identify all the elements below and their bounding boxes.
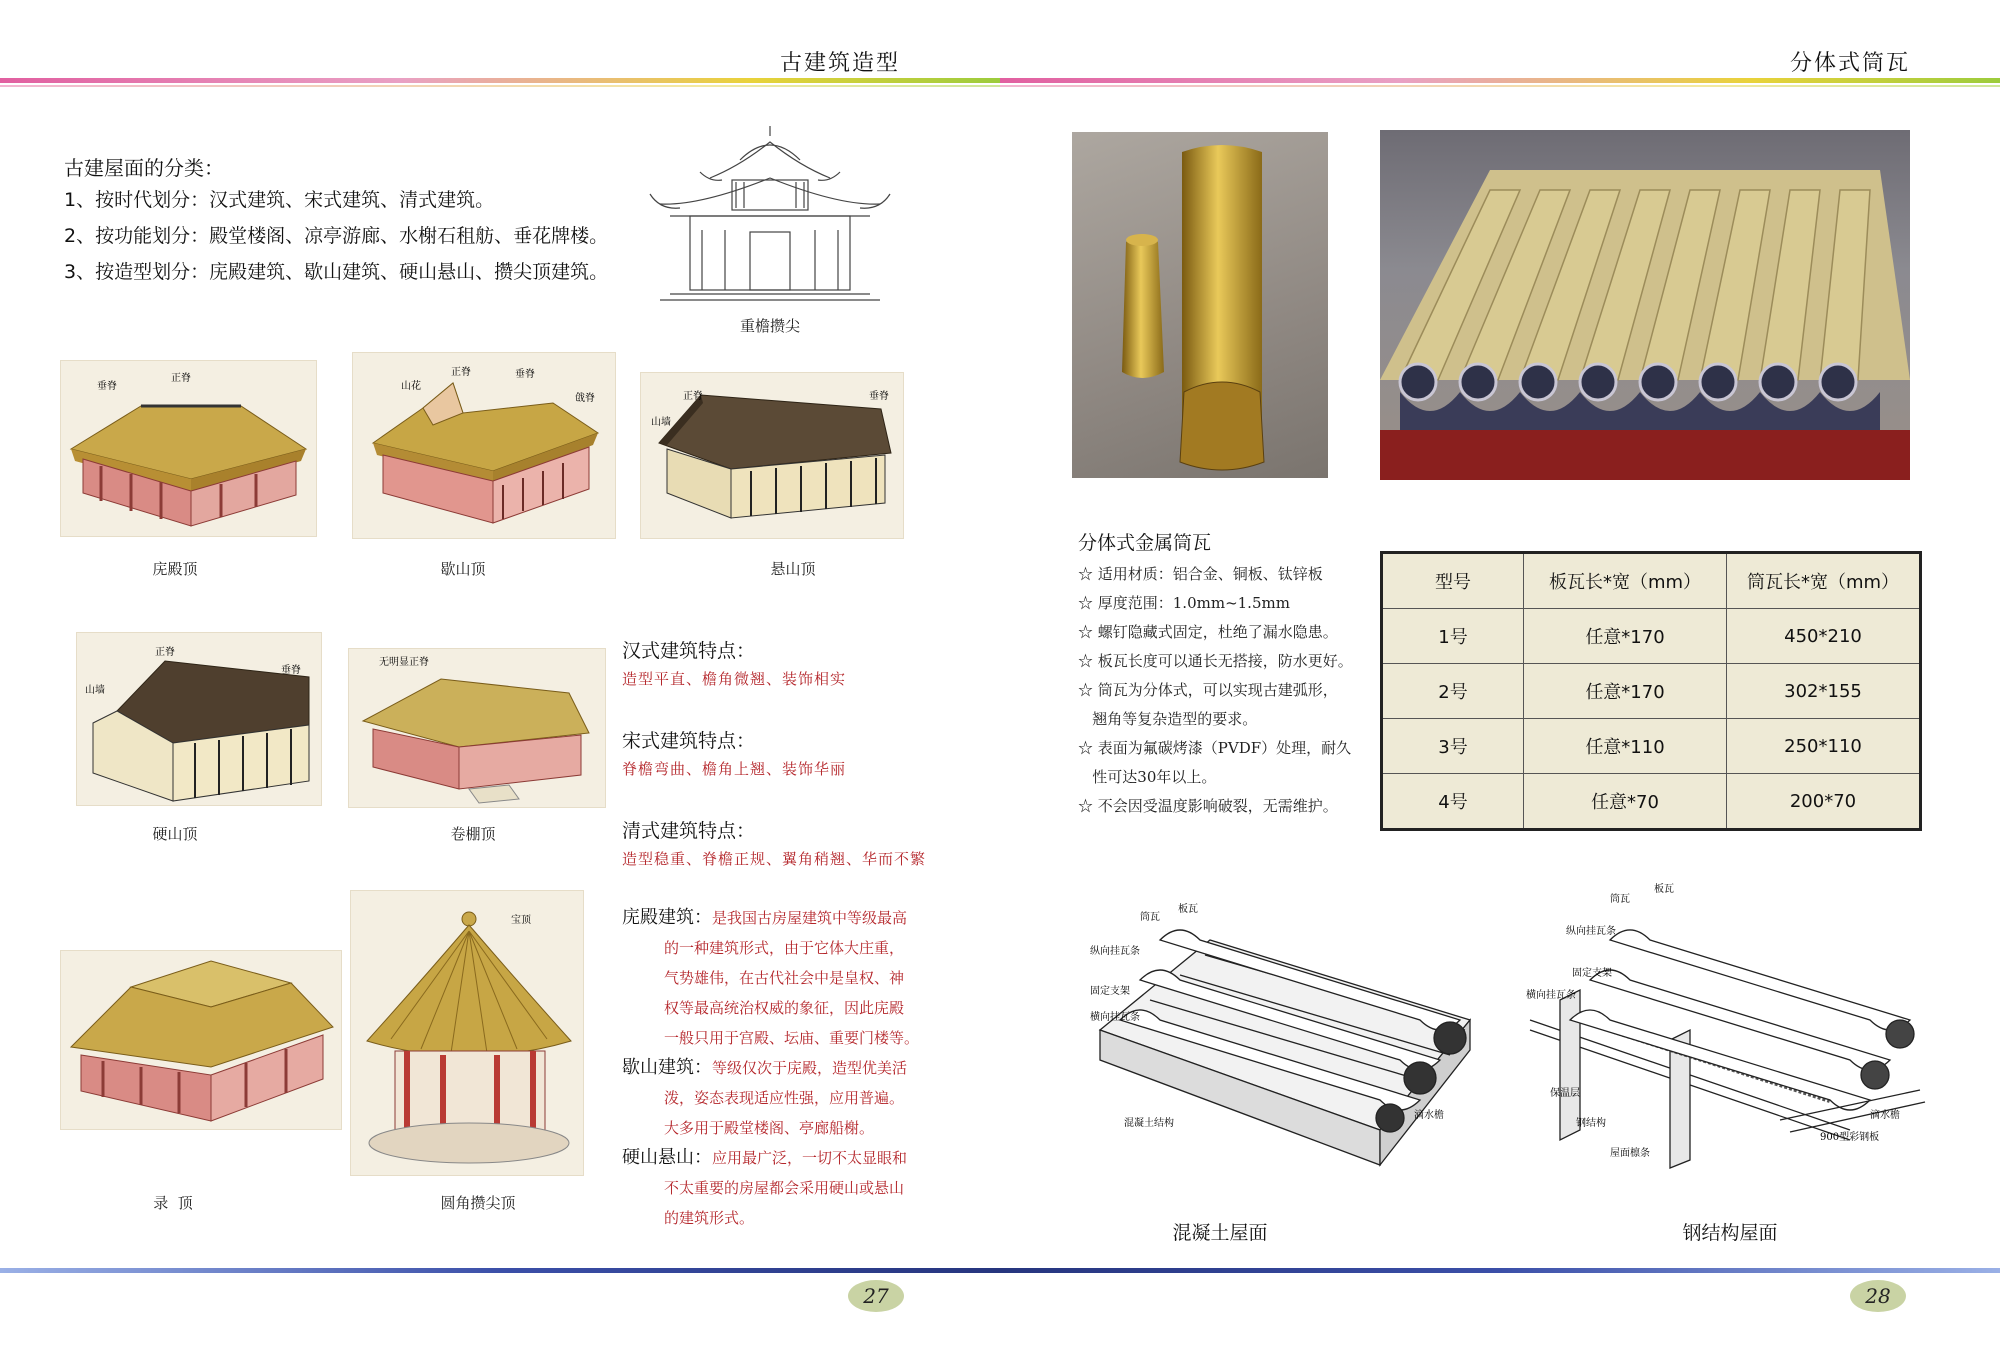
table-cell: 任意*170	[1524, 664, 1727, 719]
desc-line: 的一种建筑形式，由于它体大庄重，	[664, 939, 905, 957]
pavilion-caption: 重檐攒尖	[739, 317, 800, 335]
roof-caption: 硬山顶	[152, 825, 198, 843]
table-header-cell: 筒瓦长*宽（mm）	[1727, 553, 1921, 609]
roof-caption: 录 顶	[153, 1194, 193, 1212]
table-row	[1382, 719, 1921, 774]
desc-term: 歇山建筑：	[622, 1057, 712, 1078]
table-cell: 1号	[1382, 609, 1524, 664]
table-header-cell: 板瓦长*宽（mm）	[1524, 553, 1727, 609]
spec-table	[1380, 551, 1922, 831]
diagram-label: 固定支架	[1090, 986, 1130, 997]
feature-heading: 清式建筑特点：	[622, 820, 756, 842]
right-header: 分体式筒瓦	[1790, 51, 1911, 76]
table-row	[1382, 609, 1921, 664]
table-cell: 任意*70	[1524, 774, 1727, 830]
table-cell: 4号	[1382, 774, 1524, 830]
roof-caption: 悬山顶	[770, 560, 816, 578]
gold-roof-sample-photo	[1380, 130, 1910, 480]
steel-roof-caption: 钢结构屋面	[1682, 1222, 1778, 1244]
diagram-label: 900型彩钢板	[1820, 1132, 1880, 1143]
roof-caption: 卷棚顶	[450, 825, 496, 843]
concrete-roof-caption: 混凝土屋面	[1172, 1222, 1268, 1244]
table-row	[1382, 664, 1921, 719]
round-pavilion-illustration	[350, 890, 584, 1176]
diagram-label: 屋面檩条	[1610, 1148, 1650, 1159]
desc-line: 等级仅次于庑殿，造型优美活	[712, 1059, 908, 1077]
roof-label: 正脊	[171, 373, 191, 384]
feature-text: 造型稳重、脊檐正规、翼角稍翘、华而不繁	[622, 850, 927, 868]
diagram-label: 保温层	[1550, 1088, 1580, 1099]
concrete-roof-diagram	[1090, 880, 1480, 1170]
diagram-label: 筒瓦	[1140, 912, 1160, 923]
table-cell: 302*155	[1727, 664, 1921, 719]
table-cell: 250*110	[1727, 719, 1921, 774]
diagram-label: 滴水檐	[1870, 1110, 1900, 1121]
footer-stripe-left	[0, 1268, 1000, 1273]
steel-roof-diagram	[1520, 870, 1930, 1170]
spec-item: ☆ 厚度范围：1.0mm~1.5mm	[1078, 594, 1290, 612]
diagram-label: 钢结构	[1576, 1118, 1606, 1129]
table-cell: 2号	[1382, 664, 1524, 719]
roof-label: 戗脊	[575, 393, 595, 404]
header-stripe-right	[1000, 78, 2000, 83]
classification-title: 古建屋面的分类：	[64, 156, 224, 180]
desc-block-xieshan	[622, 1053, 972, 1143]
roof-label: 正脊	[683, 391, 703, 402]
desc-term: 硬山悬山：	[622, 1147, 712, 1168]
yingshan-roof-illustration	[76, 632, 322, 806]
desc-line: 应用最广泛，一切不太显眼和	[712, 1149, 908, 1167]
gold-tile-photo	[1072, 132, 1328, 478]
desc-line: 气势雄伟，在古代社会中是皇权、神	[664, 969, 905, 987]
juanpeng-roof-illustration	[348, 648, 606, 808]
desc-line: 的建筑形式。	[664, 1209, 755, 1227]
roof-caption: 歇山顶	[440, 560, 486, 578]
header-stripe-right-thin	[1000, 85, 2000, 87]
left-header: 古建筑造型	[780, 51, 901, 76]
desc-line: 一般只用于宫殿、坛庙、重要门楼等。	[664, 1029, 920, 1047]
diagram-label: 筒瓦	[1610, 894, 1630, 905]
spec-list	[1078, 560, 1353, 821]
feature-heading: 宋式建筑特点：	[622, 730, 756, 752]
roof-label: 宝顶	[511, 915, 531, 926]
roof-caption: 圆角攒尖顶	[440, 1194, 516, 1212]
xieshan-roof-illustration	[352, 352, 616, 539]
diagram-label: 横向挂瓦条	[1090, 1012, 1140, 1023]
roof-caption: 庑殿顶	[152, 560, 198, 578]
desc-block-yingshan	[622, 1143, 972, 1233]
desc-line: 泼，姿态表现适应性强，应用普遍。	[664, 1089, 905, 1107]
table-header-row	[1382, 553, 1921, 609]
diagram-label: 滴水檐	[1414, 1110, 1444, 1121]
table-cell: 450*210	[1727, 609, 1921, 664]
spec-item: ☆ 适用材质：铝合金、铜板、钛锌板	[1078, 565, 1323, 583]
desc-line: 是我国古房屋建筑中等级最高	[712, 909, 908, 927]
desc-line: 大多用于殿堂楼阁、亭廊船榭。	[664, 1119, 875, 1137]
table-cell: 任意*170	[1524, 609, 1727, 664]
lu-roof-illustration	[60, 950, 342, 1130]
roof-label: 垂脊	[869, 391, 889, 402]
roof-label: 垂脊	[97, 381, 117, 392]
roof-label: 垂脊	[515, 369, 535, 380]
spec-item: ☆ 螺钉隐藏式固定，杜绝了漏水隐患。	[1078, 623, 1338, 641]
roof-label: 正脊	[155, 647, 175, 658]
classification-line: 2、按功能划分：殿堂楼阁、凉亭游廊、水榭石租舫、垂花牌楼。	[64, 225, 609, 247]
header-stripe-left-thin	[0, 85, 1000, 87]
roof-label: 正脊	[451, 367, 471, 378]
page-number-left: 27	[848, 1280, 904, 1312]
page-number-right: 28	[1850, 1280, 1906, 1312]
classification-line: 3、按造型划分：庑殿建筑、歇山建筑、硬山悬山、攒尖顶建筑。	[64, 261, 609, 283]
spec-item: 翘角等复杂造型的要求。	[1078, 710, 1258, 728]
diagram-label: 固定支架	[1572, 968, 1612, 979]
feature-text: 脊檐弯曲、檐角上翘、装饰华丽	[622, 760, 847, 778]
spec-item: ☆ 筒瓦为分体式，可以实现古建弧形，	[1078, 681, 1338, 699]
roof-label: 垂脊	[281, 665, 301, 676]
feature-heading: 汉式建筑特点：	[622, 640, 756, 662]
roof-label: 山墙	[85, 685, 105, 696]
spec-title: 分体式金属筒瓦	[1078, 532, 1212, 554]
table-cell: 3号	[1382, 719, 1524, 774]
spec-item: ☆ 板瓦长度可以通长无搭接，防水更好。	[1078, 652, 1353, 670]
spec-item: ☆ 表面为氟碳烤漆（PVDF）处理，耐久	[1078, 739, 1352, 757]
table-cell: 200*70	[1727, 774, 1921, 830]
desc-line: 不太重要的房屋都会采用硬山或悬山	[664, 1179, 905, 1197]
desc-block-wudian	[622, 903, 972, 1053]
desc-line: 权等最高统治权威的象征，因此庑殿	[664, 999, 905, 1017]
xuanshan-roof-illustration	[640, 372, 904, 539]
diagram-label: 纵向挂瓦条	[1566, 926, 1616, 937]
table-row	[1382, 774, 1921, 830]
classification-line: 1、按时代划分：汉式建筑、宋式建筑、清式建筑。	[64, 189, 495, 211]
spec-item: ☆ 不会因受温度影响破裂，无需维护。	[1078, 797, 1338, 815]
diagram-label: 板瓦	[1654, 884, 1674, 895]
desc-term: 庑殿建筑：	[622, 907, 712, 928]
roof-label: 无明显正脊	[379, 657, 429, 668]
spec-item: 性可达30年以上。	[1078, 768, 1217, 786]
footer-stripe-right	[1000, 1268, 2000, 1273]
roof-label: 山墙	[651, 417, 671, 428]
header-stripe-left	[0, 78, 1000, 83]
table-cell: 任意*110	[1524, 719, 1727, 774]
diagram-label: 纵向挂瓦条	[1090, 946, 1140, 957]
pavilion-line-drawing	[640, 120, 900, 310]
table-header-cell: 型号	[1382, 553, 1524, 609]
diagram-label: 混凝土结构	[1124, 1118, 1174, 1129]
roof-label: 山花	[401, 381, 421, 392]
diagram-label: 横向挂瓦条	[1526, 990, 1576, 1001]
wudian-roof-illustration	[60, 360, 317, 537]
diagram-label: 板瓦	[1178, 904, 1198, 915]
feature-text: 造型平直、檐角微翘、装饰相实	[622, 670, 847, 688]
